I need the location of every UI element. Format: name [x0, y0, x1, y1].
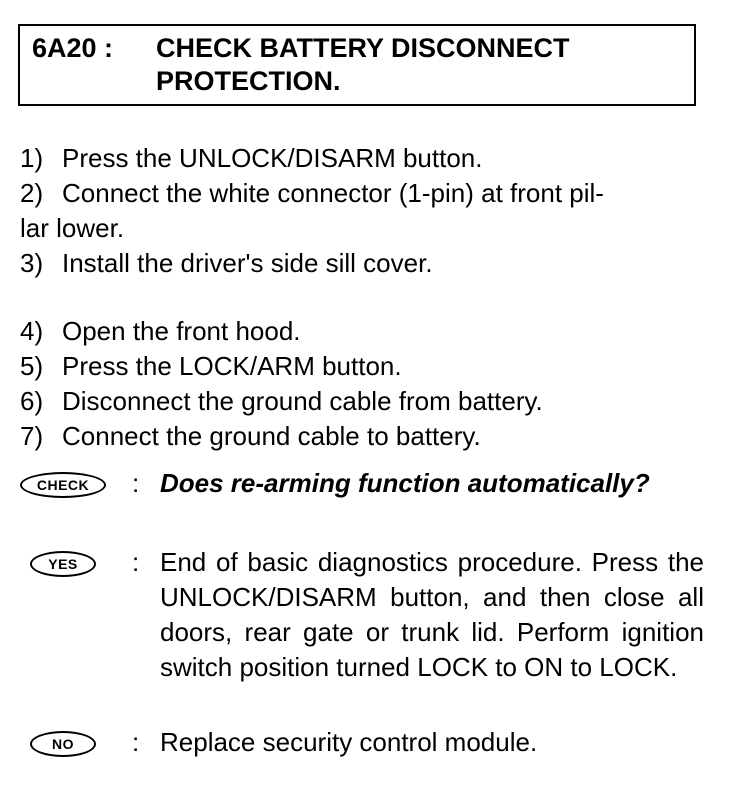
procedure-code: 6A20 : [32, 33, 114, 63]
title-line-2: PROTECTION. [156, 66, 341, 96]
steps-list-2 [20, 314, 710, 454]
header-box [18, 24, 696, 106]
step-number: 2) [20, 178, 44, 208]
step-text: Connect the ground cable to battery. [62, 421, 481, 451]
step-number: 7) [20, 421, 44, 451]
step-text: Open the front hood. [62, 316, 301, 346]
steps-list-1 [20, 141, 710, 281]
step-number: 6) [20, 386, 44, 416]
procedure-title [156, 32, 676, 98]
check-colon: : [132, 468, 140, 498]
step-number: 3) [20, 248, 44, 278]
step-5 [20, 349, 710, 384]
step-2 [20, 176, 710, 211]
step-number: 5) [20, 351, 44, 381]
step-4 [20, 314, 710, 349]
step-number: 1) [20, 143, 44, 173]
no-badge: NO [30, 731, 96, 757]
title-line-1: CHECK BATTERY DISCONNECT [156, 33, 570, 63]
no-colon: : [132, 727, 140, 757]
step-7 [20, 419, 710, 454]
step-text: Press the LOCK/ARM button. [62, 351, 402, 381]
step-3 [20, 246, 710, 281]
step-text: Press the UNLOCK/DISARM button. [62, 143, 483, 173]
step-text: Disconnect the ground cable from battery. [62, 386, 543, 416]
yes-colon: : [132, 547, 140, 577]
step-2-continued [20, 211, 710, 246]
check-badge: CHECK [20, 472, 106, 498]
step-text: lar lower. [20, 213, 125, 243]
check-question: Does re-arming function automatically? [160, 468, 650, 498]
step-number: 4) [20, 316, 44, 346]
no-text: Replace security control module. [160, 727, 538, 757]
yes-badge: YES [30, 551, 96, 577]
yes-text: End of basic diagnostics procedure. Press the UNLOCK/DISARM button, and then close all doors, rear gate or trunk lid. Perform ignition switch position turned LOCK to ON to LOCK. [160, 547, 704, 682]
step-1 [20, 141, 710, 176]
step-6 [20, 384, 710, 419]
step-text: Connect the white connector (1-pin) at front pil- [62, 178, 604, 208]
step-text: Install the driver's side sill cover. [62, 248, 433, 278]
